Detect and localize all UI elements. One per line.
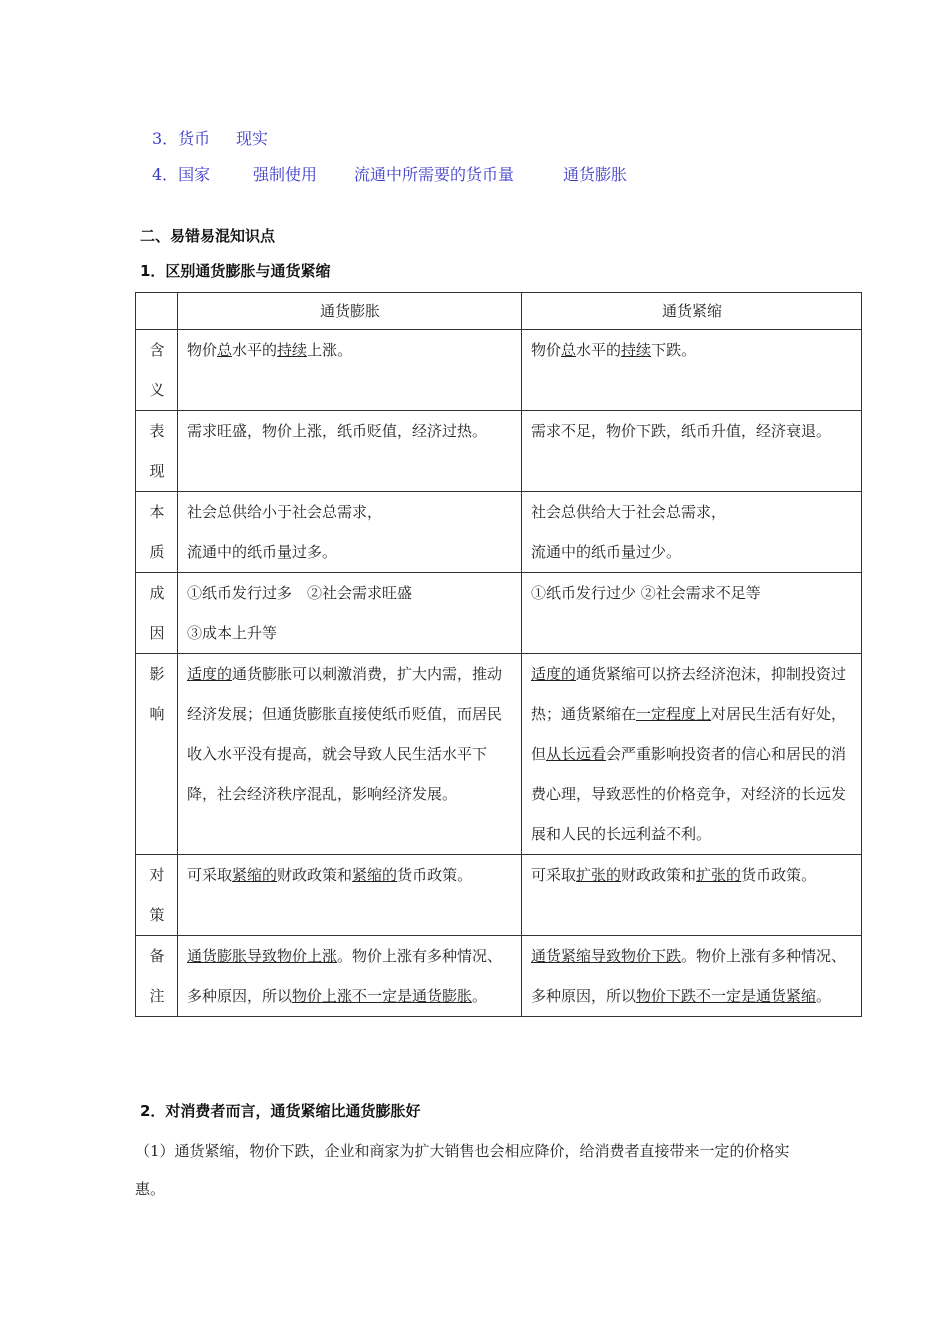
answer-segment: 通货膨胀	[563, 165, 628, 184]
inflation-cell	[178, 654, 522, 855]
row-label	[136, 330, 178, 411]
cell-text: 社会总供给小于社会总需求，	[187, 503, 383, 521]
underlined-text: 总	[561, 341, 577, 359]
row-label-char: 质	[149, 543, 165, 561]
cell-text: 货币政策。	[397, 866, 473, 884]
row-label	[136, 492, 178, 573]
row-label-char: 现	[149, 462, 165, 480]
table-row	[136, 492, 862, 573]
row-label-char: 本	[149, 503, 165, 521]
row-label	[136, 936, 178, 1017]
row-label-char: 注	[149, 987, 165, 1005]
cell-text: ③成本上升等	[187, 624, 278, 642]
answer-segment: 3．货币	[152, 129, 211, 148]
row-label-char: 因	[149, 624, 165, 642]
cell-text: 流通中的纸币量过少。	[531, 543, 682, 561]
row-label	[136, 573, 178, 654]
cell-text: 财政政策和	[277, 866, 353, 884]
deflation-cell	[522, 654, 862, 855]
row-label-char: 影	[149, 665, 165, 683]
underlined-text: 通货膨胀导致物价上涨	[187, 947, 338, 965]
cell-text: 会严重影响投资者的信心和居民的消费心理，导致恶性的价格竞争，对经济的长远发展和人民的长远利益不利。	[531, 745, 847, 843]
answer-segment: 现实	[236, 129, 269, 148]
underlined-text: 一定程度上	[636, 705, 712, 723]
inflation-cell	[178, 573, 522, 654]
row-label	[136, 654, 178, 855]
header-cell-deflation: 通货紧缩	[522, 293, 862, 330]
cell-text: 社会总供给大于社会总需求，	[531, 503, 727, 521]
row-label-char: 对	[149, 866, 165, 884]
table-row	[136, 573, 862, 654]
underlined-text: 扩张的	[696, 866, 742, 884]
cell-text: 通货膨胀可以刺激消费，扩大内需，推动经济发展；但通货膨胀直接使纸币贬值，而居民收入水平没有提高，就会导致人民生活水平下降，社会经济秩序混乱，影响经济发展。	[187, 665, 503, 803]
row-label-char: 策	[149, 906, 165, 924]
underlined-text: 扩张的	[576, 866, 622, 884]
cell-text: 。	[472, 987, 488, 1005]
cell-text: 通货紧缩可以挤去经济泡沫，抑制投资过热；通货紧缩在	[531, 665, 847, 723]
table-row	[136, 855, 862, 936]
underlined-text: 适度的	[531, 665, 577, 683]
cell-text: 货币政策。	[741, 866, 817, 884]
row-label-char: 义	[149, 381, 165, 399]
cell-text: 水平的	[232, 341, 278, 359]
deflation-cell	[522, 855, 862, 936]
inflation-cell	[178, 492, 522, 573]
table-header-row	[136, 293, 862, 330]
cell-text: 流通中的纸币量过多。	[187, 543, 338, 561]
underlined-text: 总	[217, 341, 233, 359]
underlined-text: 紧缩的	[352, 866, 398, 884]
row-label-char: 备	[149, 947, 165, 965]
cell-text: 物价	[531, 341, 562, 359]
deflation-cell	[522, 330, 862, 411]
item2-title: 2．对消费者而言，通货紧缩比通货膨胀好	[140, 1102, 421, 1120]
cell-text: 需求旺盛，物价上涨，纸币贬值，经济过热。	[187, 422, 488, 440]
deflation-cell	[522, 411, 862, 492]
cell-text: 对居民生活有好处，但	[531, 705, 847, 763]
row-label-char: 成	[149, 584, 165, 602]
deflation-cell	[522, 492, 862, 573]
answer-segment: 强制使用	[253, 165, 318, 184]
row-label-char: 含	[149, 341, 165, 359]
deflation-cell	[522, 573, 862, 654]
inflation-cell	[178, 855, 522, 936]
inflation-cell	[178, 936, 522, 1017]
row-label	[136, 855, 178, 936]
item2-paragraph: （1）通货紧缩，物价下跌，企业和商家为扩大销售也会相应降价，给消费者直接带来一定的价格实惠。	[135, 1142, 790, 1198]
cell-text: 物价	[187, 341, 218, 359]
row-label-char: 表	[149, 422, 165, 440]
underlined-text: 适度的	[187, 665, 233, 683]
cell-text: 。物价上涨有多种情况、多种原因，所以	[531, 947, 847, 1005]
header-cell-empty	[136, 293, 178, 330]
cell-text: 。物价上涨有多种情况、多种原因，所以	[187, 947, 503, 1005]
underlined-text: 从长远看	[546, 745, 607, 763]
inflation-cell	[178, 411, 522, 492]
section-title: 二、易错易混知识点	[140, 227, 276, 245]
underlined-text: 持续	[621, 341, 652, 359]
row-label	[136, 411, 178, 492]
item1-title: 1．区别通货膨胀与通货紧缩	[140, 262, 331, 280]
cell-text: 水平的	[576, 341, 622, 359]
cell-text: 。	[816, 987, 832, 1005]
underlined-text: 物价上涨不一定是通货膨胀	[292, 987, 473, 1005]
row-label-char: 响	[149, 705, 165, 723]
table-row	[136, 936, 862, 1017]
cell-text: 可采取	[187, 866, 233, 884]
answer-line-4	[152, 162, 627, 185]
cell-text: 下跌。	[651, 341, 697, 359]
comparison-table	[135, 292, 862, 1017]
table-row	[136, 654, 862, 855]
deflation-cell	[522, 936, 862, 1017]
table-row	[136, 411, 862, 492]
cell-text: ①纸币发行过多 ②社会需求旺盛	[187, 584, 413, 602]
underlined-text: 紧缩的	[232, 866, 278, 884]
underlined-text: 通货紧缩导致物价下跌	[531, 947, 682, 965]
answer-line-3	[152, 126, 268, 149]
answer-segment: 4．国家	[152, 165, 211, 184]
cell-text: 财政政策和	[621, 866, 697, 884]
inflation-cell	[178, 330, 522, 411]
table-row	[136, 330, 862, 411]
answer-segment: 流通中所需要的货币量	[354, 165, 515, 184]
cell-text: 需求不足，物价下跌，纸币升值，经济衰退。	[531, 422, 832, 440]
header-cell-inflation: 通货膨胀	[178, 293, 522, 330]
cell-text: 可采取	[531, 866, 577, 884]
cell-text: 上涨。	[307, 341, 353, 359]
underlined-text: 持续	[277, 341, 308, 359]
underlined-text: 物价下跌不一定是通货紧缩	[636, 987, 817, 1005]
cell-text: ①纸币发行过少 ②社会需求不足等	[531, 584, 761, 602]
